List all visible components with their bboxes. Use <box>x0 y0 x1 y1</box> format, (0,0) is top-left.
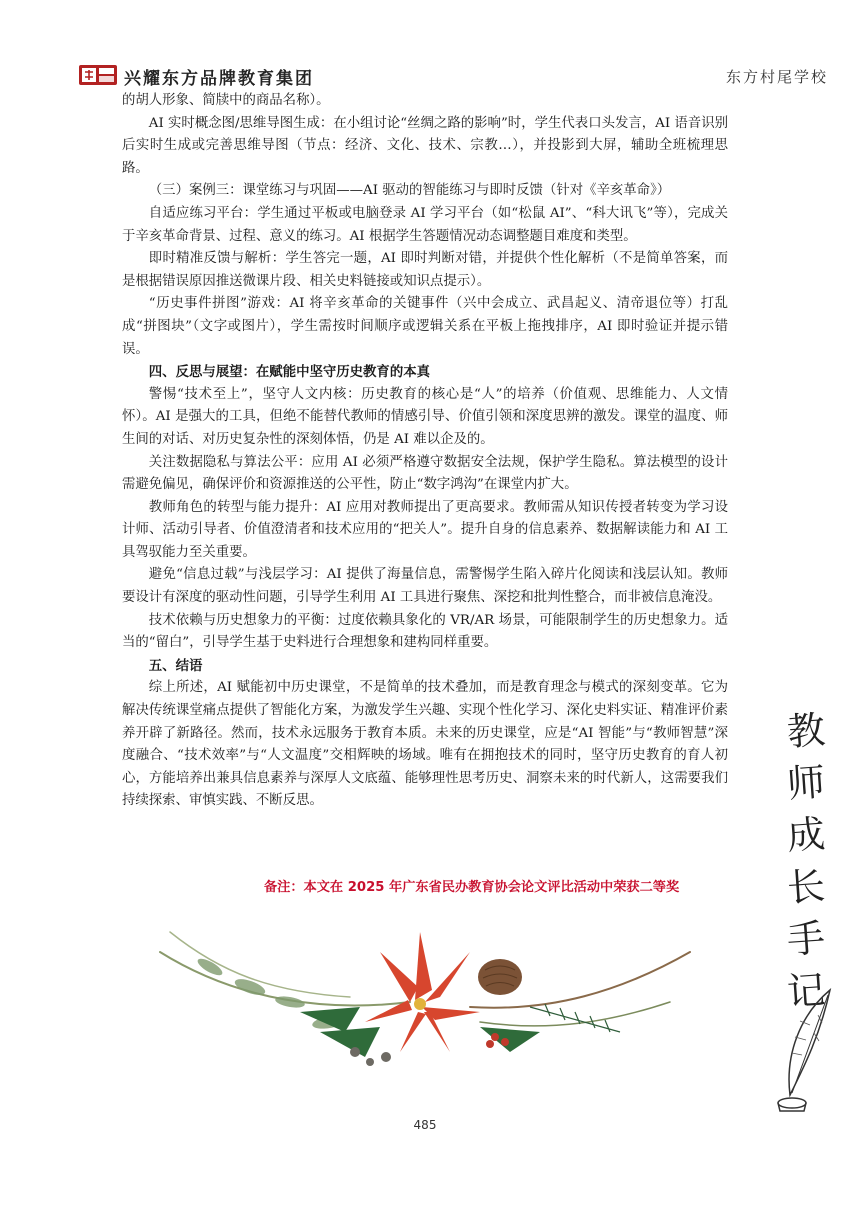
article-body <box>122 90 728 813</box>
side-title-char: 手 <box>785 915 827 963</box>
paragraph: 的胡人形象、简牍中的商品名称）。 <box>122 93 330 108</box>
paragraph: 综上所述，AI 赋能初中历史课堂，不是简单的技术叠加，而是教育理念与模式的深刻变革。它为解决传统课堂痛点提供了智能化方案，为激发学生兴趣、实现个性化学习、深化史料实证、精准评价素养开辟了新路径。然而，技术永远服务于教育本质。未来的历史课堂，应是“AI 智能”与“教师智慧”深度融合、“技术效率”与“人文温度”交相辉映的场域。唯有在拥抱技术的同时，坚守历史教育的育人初心，方能培养出兼具信息素养与深厚人文底蕴、能够理性思考历史、洞察未来的时代新人，这需要我们持续探索、审慎实践、不断反思。 <box>122 680 728 809</box>
side-title-char: 教 <box>785 707 827 755</box>
group-logo-icon <box>78 64 118 86</box>
organization-name: 兴耀东方品牌教育集团 <box>124 69 314 89</box>
side-title <box>778 705 834 1017</box>
quill-pen-icon <box>770 985 840 1115</box>
page-number: 485 <box>413 1118 437 1132</box>
paragraph: “历史事件拼图”游戏：AI 将辛亥革命的关键事件（兴中会成立、武昌起义、清帝退位等）打乱成“拼图块”（文字或图片），学生需按时间顺序或逻辑关系在平板上拖拽排序，AI 即时验证并提示错误。 <box>122 296 728 357</box>
paragraph: 避免“信息过载”与浅层学习：AI 提供了海量信息，需警惕学生陷入碎片化阅读和浅层认知。教师要设计有深度的驱动性问题，引导学生利用 AI 工具进行聚焦、深挖和批判性整合，而非被信息淹没。 <box>122 567 728 606</box>
paragraph: 技术依赖与历史想象力的平衡：过度依赖具象化的 VR/AR 场景，可能限制学生的历史想象力。适当的“留白”，引导学生基于史料进行合理想象和建构同样重要。 <box>122 612 728 651</box>
side-title-char: 记 <box>785 967 827 1015</box>
paragraph: 警惕“技术至上”，坚守人文内核：历史教育的核心是“人”的培养（价值观、思维能力、人文情怀）。AI 是强大的工具，但绝不能替代教师的情感引导、价值引领和深度思辨的激发。课堂的温度、师生间的对话、对历史复杂性的深刻体悟，仍是 AI 难以企及的。 <box>122 386 728 447</box>
case-heading: （三）案例三：课堂练习与巩固——AI 驱动的智能练习与即时反馈（针对《辛亥革命》） <box>148 183 671 199</box>
floral-decoration-icon <box>150 912 710 1087</box>
paragraph: 关注数据隐私与算法公平：应用 AI 必须严格遵守数据安全法规，保护学生隐私。算法模型的设计需避免偏见，确保评价和资源推送的公平性，防止“数字鸿沟”在课堂内扩大。 <box>122 454 728 493</box>
side-title-char: 长 <box>785 863 827 911</box>
paragraph: 教师角色的转型与能力提升：AI 应用对教师提出了更高要求。教师需从知识传授者转变为学习设计师、活动引导者、价值澄清者和技术应用的“把关人”。提升自身的信息素养、数据解读能力和 AI 工具驾驭能力至关重要。 <box>122 499 728 560</box>
school-name: 东方村尾学校 <box>725 68 828 86</box>
page-header <box>0 0 850 92</box>
side-title-char: 成 <box>785 811 827 859</box>
award-note: 备注：本文在 2025 年广东省民办教育协会论文评比活动中荣获二等奖 <box>264 880 680 895</box>
side-title-char: 师 <box>785 759 827 807</box>
paragraph: AI 实时概念图/思维导图生成：在小组讨论“丝绸之路的影响”时，学生代表口头发言，AI 语音识别后实时生成或完善思维导图（节点：经济、文化、技术、宗教…），并投影到大屏，辅助全班梳理思路。 <box>122 115 728 176</box>
paragraph: 自适应练习平台：学生通过平板或电脑登录 AI 学习平台（如“松鼠 AI”、“科大讯飞”等），完成关于辛亥革命背景、过程、意义的练习。AI 根据学生答题情况动态调整题目难度和类型。 <box>122 205 728 244</box>
section-heading: 五、结语 <box>148 657 203 674</box>
paragraph: 即时精准反馈与解析：学生答完一题，AI 即时判断对错，并提供个性化解析（不是简单答案，而是根据错误原因推送微课片段、相关史料链接或知识点提示）。 <box>122 251 728 289</box>
section-heading: 四、反思与展望：在赋能中坚守历史教育的本真 <box>148 364 430 381</box>
